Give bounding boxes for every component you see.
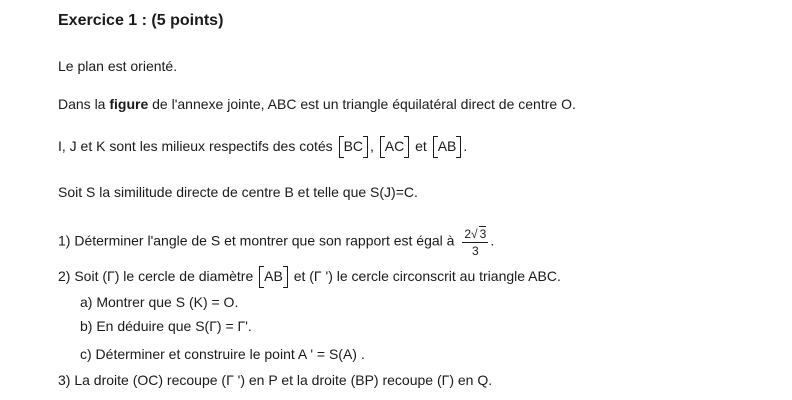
intro-paragraph-4: Soit S la similitude directe de centre B et telle que S(J)=C. xyxy=(58,184,418,200)
intro-paragraph-2 xyxy=(58,96,576,112)
fraction-denominator: 3 xyxy=(471,244,479,258)
segment-ac: AC xyxy=(380,138,409,155)
intro-paragraph-3 xyxy=(58,138,467,155)
question-1-text: 1) Déterminer l'angle de S et montrer que son rapport est égal à xyxy=(58,232,455,249)
question-3: 3) La droite (OC) recoupe (Γ ') en P et la droite (BP) recoupe (Γ) en Q. xyxy=(58,372,493,388)
intro-paragraph-1: Le plan est orienté. xyxy=(58,58,178,74)
question-2-after: et (Γ ') le cercle circonscrit au triangle ABC. xyxy=(293,268,561,284)
question-2-before: 2) Soit (Γ) le cercle de diamètre xyxy=(58,268,254,284)
question-1-end: . xyxy=(490,232,495,249)
question-2a: a) Montrer que S (K) = O. xyxy=(80,294,239,310)
question-2c: c) Déterminer et construire le point A ' = S(A) . xyxy=(80,346,365,362)
intro-p2-after: de l'annexe jointe, ABC est un triangle équilatéral direct de centre O. xyxy=(152,96,576,112)
sqrt-symbol: √ xyxy=(471,227,478,241)
question-2b: b) En déduire que S(Γ) = Γ'. xyxy=(80,318,252,334)
intro-p3-et: et xyxy=(415,138,427,154)
sqrt-radicand: 3 xyxy=(479,227,487,241)
fraction-coefficient: 2 xyxy=(464,227,472,241)
intro-p3-comma: , xyxy=(370,138,374,154)
exercise-title: Exercice 1 : (5 points) xyxy=(58,12,224,29)
segment-ab: AB xyxy=(433,138,462,155)
intro-p2-before: Dans la xyxy=(58,96,106,112)
segment-bc: BC xyxy=(339,138,368,155)
fraction-numerator xyxy=(462,226,488,243)
question-2 xyxy=(58,268,561,285)
intro-p2-figure-bold: figure xyxy=(109,96,149,112)
segment-ab-q2: AB xyxy=(259,268,288,285)
intro-p3-end: . xyxy=(463,138,468,154)
ratio-fraction xyxy=(462,226,488,258)
intro-p3-before: I, J et K sont les milieux respectifs des cotés xyxy=(58,138,333,154)
question-1 xyxy=(58,226,494,258)
